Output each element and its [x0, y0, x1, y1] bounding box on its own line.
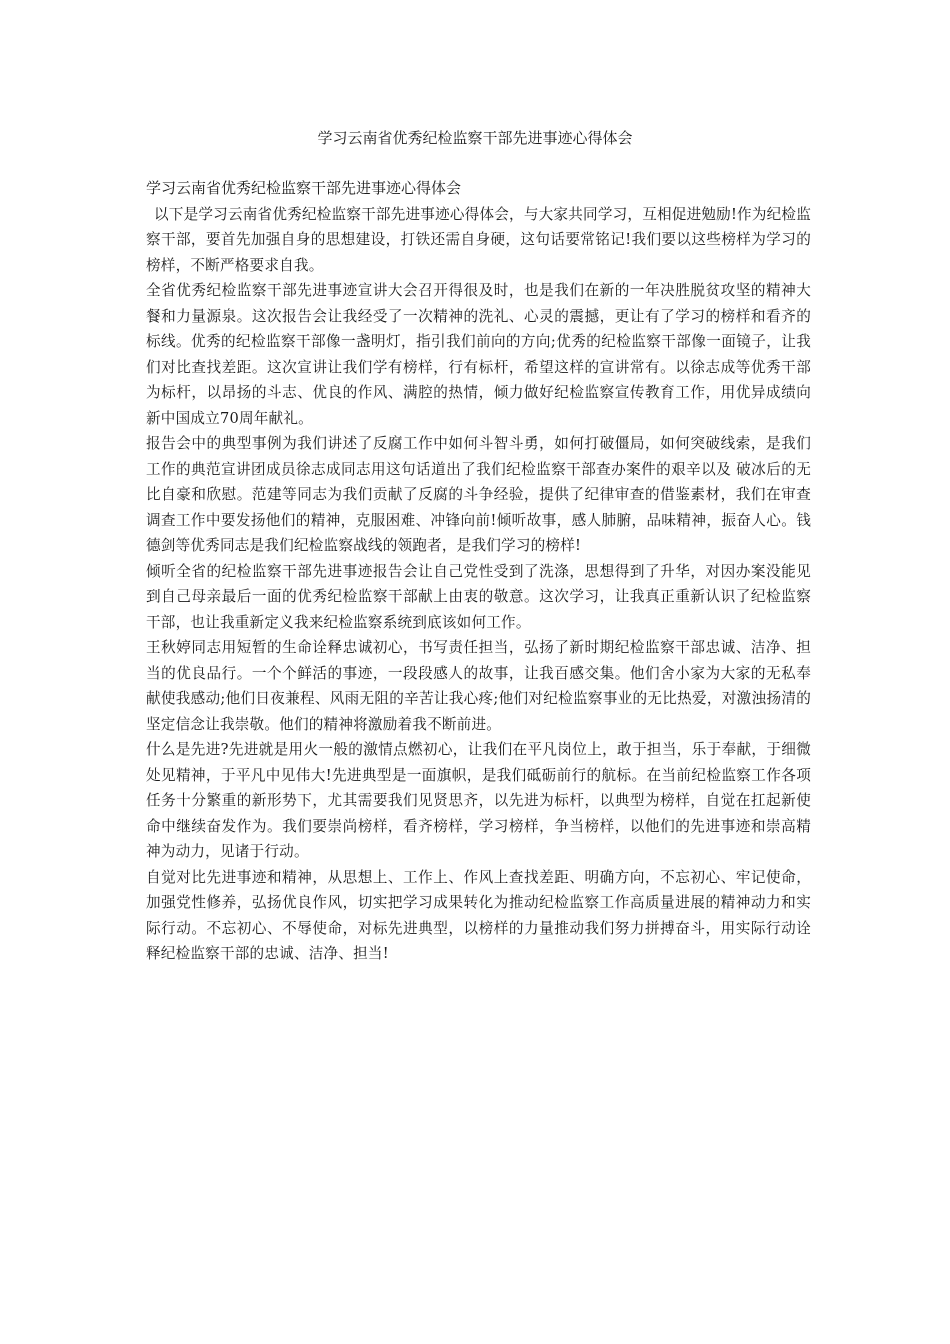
- paragraph: 以下是学习云南省优秀纪检监察干部先进事迹心得体会，与大家共同学习，互相促进勉励!作为纪检监察干部，要首先加强自身的思想建设，打铁还需自身硬，这句话要常铭记!我们要以这些榜样为学习的榜样，不断严格要求自我。: [146, 205, 811, 274]
- paragraph: 什么是先进?先进就是用火一般的激情点燃初心，让我们在平凡岗位上，敢于担当，乐于奉献，于细微处见精神，于平凡中见伟大!先进典型是一面旗帜，是我们砥砺前行的航标。在当前纪检监察工作各项任务十分繁重的新形势下，尤其需要我们见贤思齐，以先进为标杆，以典型为榜样，自觉在扛起新使命中继续奋发作为。我们要崇尚榜样，看齐榜样，学习榜样，争当榜样，以他们的先进事迹和崇高精神为动力，见诸于行动。: [146, 741, 811, 860]
- paragraph: 报告会中的典型事例为我们讲述了反腐工作中如何斗智斗勇，如何打破僵局，如何突破线索，是我们工作的典范宣讲团成员徐志成同志用这句话道出了我们纪检监察干部查办案件的艰辛以及 破冰后的无比自豪和欣慰。范建等同志为我们贡献了反腐的斗争经验，提供了纪律审查的借鉴素材，我们在审查调查工作中要发扬他们的精神，克服困难、冲锋向前!倾听故事，感人肺腑，品味精神，振奋人心。钱德剑等优秀同志是我们纪检监察战线的领跑者，是我们学习的榜样!: [146, 435, 811, 554]
- document-body: [146, 176, 811, 967]
- paragraph: 倾听全省的纪检监察干部先进事迹报告会让自己党性受到了洗涤，思想得到了升华，对因办案没能见到自己母亲最后一面的优秀纪检监察干部献上由衷的敬意。这次学习，让我真正重新认识了纪检监察干部，也让我重新定义我来纪检监察系统到底该如何工作。: [146, 562, 811, 631]
- paragraph: 自觉对比先进事迹和精神，从思想上、工作上、作风上查找差距、明确方向，不忘初心、牢记使命，加强党性修养，弘扬优良作风，切实把学习成果转化为推动纪检监察工作高质量进展的精神动力和实际行动。不忘初心、不辱使命，对标先进典型，以榜样的力量推动我们努力拼搏奋斗，用实际行动诠释纪检监察干部的忠诚、洁净、担当!: [146, 868, 811, 962]
- paragraph: 全省优秀纪检监察干部先进事迹宣讲大会召开得很及时，也是我们在新的一年决胜脱贫攻坚的精神大餐和力量源泉。这次报告会让我经受了一次精神的洗礼、心灵的震撼，更让有了学习的榜样和看齐的标线。优秀的纪检监察干部像一盏明灯，指引我们前向的方向;优秀的纪检监察干部像一面镜子，让我们对比查找差距。这次宣讲让我们学有榜样，行有标杆，希望这样的宣讲常有。以徐志成等优秀干部为标杆，以昂扬的斗志、优良的作风、满腔的热情，倾力做好纪检监察宣传教育工作，用优异成绩向新中国成立70周年献礼。: [146, 282, 811, 427]
- paragraph: 王秋婷同志用短暂的生命诠释忠诚初心，书写责任担当，弘扬了新时期纪检监察干部忠诚、洁净、担当的优良品行。一个个鲜活的事迹，一段段感人的故事，让我百感交集。他们舍小家为大家的无私奉献使我感动;他们日夜兼程、风雨无阻的辛苦让我心疼;他们对纪检监察事业的无比热爱，对激浊扬清的坚定信念让我崇敬。他们的精神将激励着我不断前进。: [146, 639, 811, 733]
- document-subtitle: 学习云南省优秀纪检监察干部先进事迹心得体会: [146, 179, 462, 197]
- document-title: 学习云南省优秀纪检监察干部先进事迹心得体会: [317, 129, 633, 147]
